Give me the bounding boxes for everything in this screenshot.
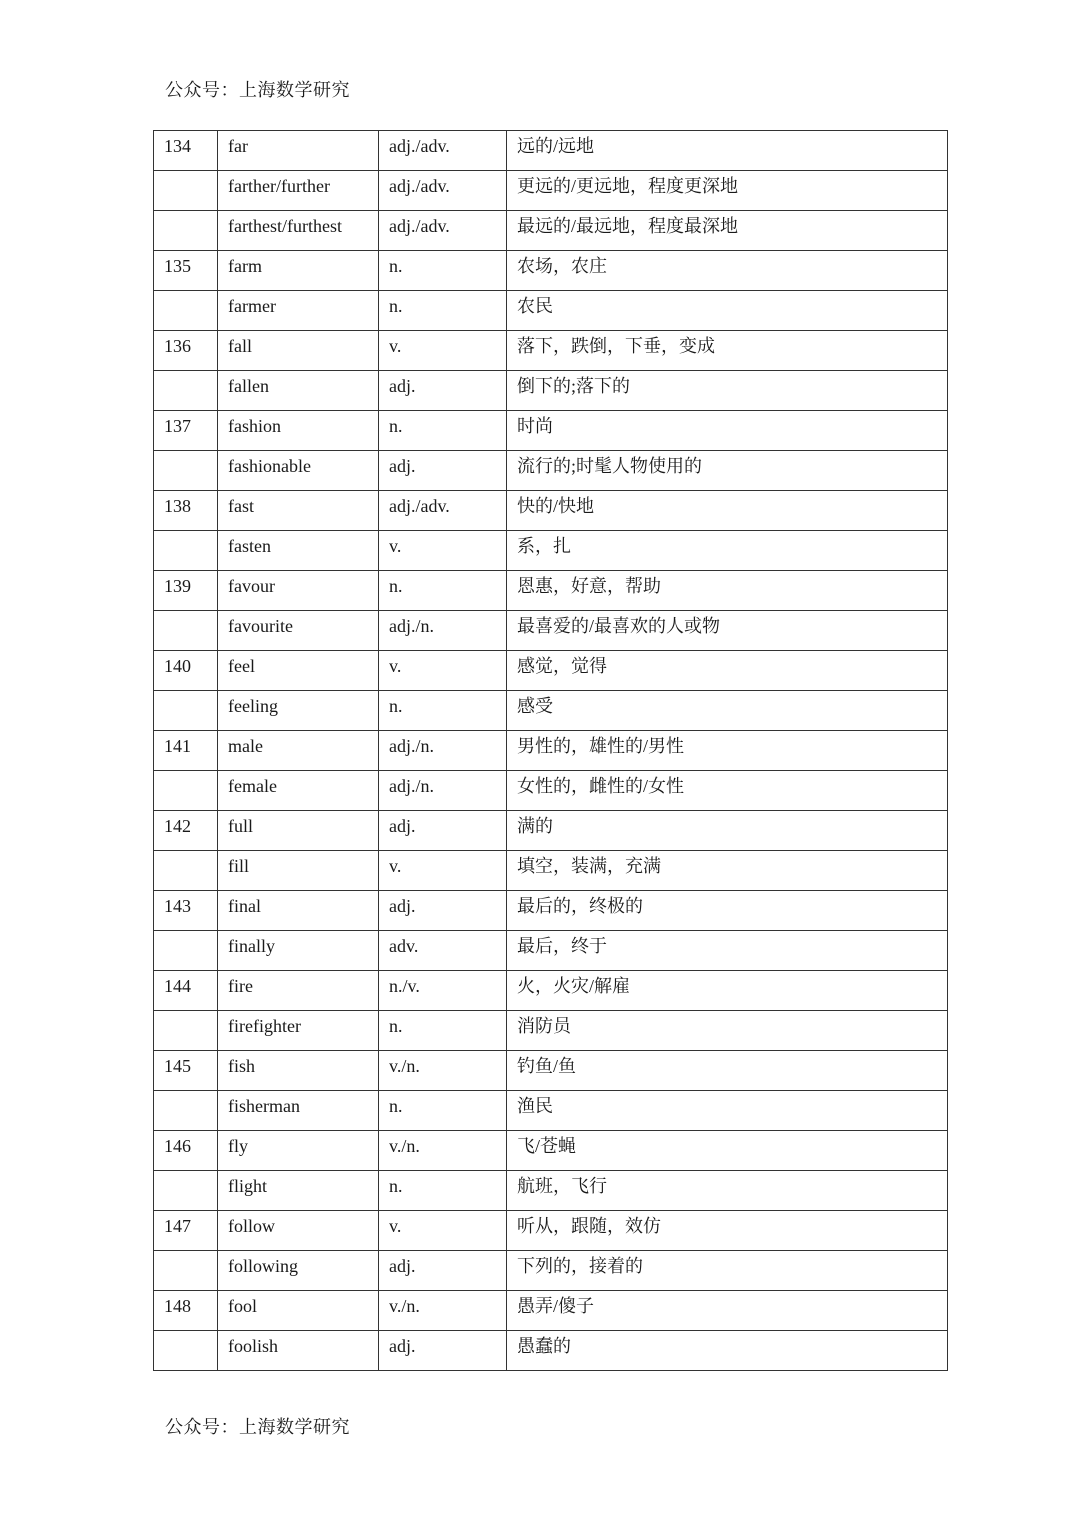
table-row [154, 691, 948, 731]
part-of-speech-cell: adv. [379, 931, 507, 971]
word-cell: feel [218, 651, 379, 691]
page-header: 公众号：上海数学研究 [165, 80, 350, 100]
word-cell: fallen [218, 371, 379, 411]
word-cell: farm [218, 251, 379, 291]
word-cell: farmer [218, 291, 379, 331]
word-cell: fish [218, 1051, 379, 1091]
word-cell: following [218, 1251, 379, 1291]
entry-number-cell: 140 [154, 651, 218, 691]
entry-number-cell: 135 [154, 251, 218, 291]
table-row [154, 331, 948, 371]
part-of-speech-cell: v. [379, 851, 507, 891]
part-of-speech-cell: adj./adv. [379, 171, 507, 211]
meaning-cell: 时尚 [507, 411, 948, 451]
word-cell: favourite [218, 611, 379, 651]
entry-number-cell: 136 [154, 331, 218, 371]
part-of-speech-cell: n. [379, 1171, 507, 1211]
entry-number-cell [154, 171, 218, 211]
word-cell: farther/further [218, 171, 379, 211]
meaning-cell: 系，扎 [507, 531, 948, 571]
entry-number-cell [154, 851, 218, 891]
table-row [154, 971, 948, 1011]
word-cell: fasten [218, 531, 379, 571]
part-of-speech-cell: adj./n. [379, 771, 507, 811]
entry-number-cell [154, 771, 218, 811]
entry-number-cell [154, 931, 218, 971]
meaning-cell: 倒下的;落下的 [507, 371, 948, 411]
part-of-speech-cell: adj. [379, 371, 507, 411]
meaning-cell: 男性的，雄性的/男性 [507, 731, 948, 771]
word-cell: foolish [218, 1331, 379, 1371]
meaning-cell: 下列的，接着的 [507, 1251, 948, 1291]
word-cell: follow [218, 1211, 379, 1251]
table-row [154, 371, 948, 411]
table-row [154, 131, 948, 171]
part-of-speech-cell: n. [379, 411, 507, 451]
meaning-cell: 渔民 [507, 1091, 948, 1131]
word-cell: fool [218, 1291, 379, 1331]
entry-number-cell [154, 451, 218, 491]
part-of-speech-cell: v./n. [379, 1291, 507, 1331]
table-row [154, 1091, 948, 1131]
part-of-speech-cell: n. [379, 291, 507, 331]
part-of-speech-cell: adj./adv. [379, 211, 507, 251]
part-of-speech-cell: adj. [379, 451, 507, 491]
meaning-cell: 农民 [507, 291, 948, 331]
entry-number-cell [154, 1251, 218, 1291]
part-of-speech-cell: v. [379, 1211, 507, 1251]
meaning-cell: 愚蠢的 [507, 1331, 948, 1371]
part-of-speech-cell: adj. [379, 891, 507, 931]
table-row [154, 411, 948, 451]
table-row [154, 611, 948, 651]
word-cell: feeling [218, 691, 379, 731]
vocabulary-table-body [154, 131, 948, 1371]
table-row [154, 891, 948, 931]
word-cell: final [218, 891, 379, 931]
meaning-cell: 恩惠，好意，帮助 [507, 571, 948, 611]
part-of-speech-cell: v./n. [379, 1051, 507, 1091]
table-row [154, 1211, 948, 1251]
entry-number-cell: 148 [154, 1291, 218, 1331]
entry-number-cell: 141 [154, 731, 218, 771]
meaning-cell: 落下，跌倒，下垂，变成 [507, 331, 948, 371]
word-cell: favour [218, 571, 379, 611]
entry-number-cell [154, 211, 218, 251]
part-of-speech-cell: adj. [379, 1251, 507, 1291]
table-row [154, 731, 948, 771]
entry-number-cell: 147 [154, 1211, 218, 1251]
entry-number-cell: 137 [154, 411, 218, 451]
part-of-speech-cell: adj. [379, 1331, 507, 1371]
entry-number-cell: 134 [154, 131, 218, 171]
word-cell: fashionable [218, 451, 379, 491]
part-of-speech-cell: adj. [379, 811, 507, 851]
meaning-cell: 最远的/最远地，程度最深地 [507, 211, 948, 251]
table-row [154, 1331, 948, 1371]
entry-number-cell [154, 1011, 218, 1051]
part-of-speech-cell: adj./n. [379, 611, 507, 651]
table-row [154, 451, 948, 491]
meaning-cell: 更远的/更远地，程度更深地 [507, 171, 948, 211]
entry-number-cell: 142 [154, 811, 218, 851]
meaning-cell: 飞/苍蝇 [507, 1131, 948, 1171]
word-cell: fisherman [218, 1091, 379, 1131]
part-of-speech-cell: n./v. [379, 971, 507, 1011]
entry-number-cell: 145 [154, 1051, 218, 1091]
table-row [154, 1011, 948, 1051]
word-cell: firefighter [218, 1011, 379, 1051]
meaning-cell: 火，火灾/解雇 [507, 971, 948, 1011]
entry-number-cell: 139 [154, 571, 218, 611]
entry-number-cell [154, 291, 218, 331]
word-cell: fill [218, 851, 379, 891]
table-row [154, 291, 948, 331]
part-of-speech-cell: v. [379, 651, 507, 691]
meaning-cell: 填空，装满，充满 [507, 851, 948, 891]
meaning-cell: 最后的，终极的 [507, 891, 948, 931]
entry-number-cell [154, 611, 218, 651]
part-of-speech-cell: v. [379, 531, 507, 571]
table-row [154, 811, 948, 851]
page-footer: 公众号：上海数学研究 [165, 1417, 350, 1437]
entry-number-cell [154, 1331, 218, 1371]
word-cell: finally [218, 931, 379, 971]
meaning-cell: 感受 [507, 691, 948, 731]
word-cell: full [218, 811, 379, 851]
table-row [154, 491, 948, 531]
part-of-speech-cell: n. [379, 251, 507, 291]
entry-number-cell [154, 1091, 218, 1131]
table-row [154, 651, 948, 691]
part-of-speech-cell: adj./adv. [379, 491, 507, 531]
meaning-cell: 快的/快地 [507, 491, 948, 531]
word-cell: female [218, 771, 379, 811]
table-row [154, 1251, 948, 1291]
meaning-cell: 消防员 [507, 1011, 948, 1051]
entry-number-cell: 138 [154, 491, 218, 531]
word-cell: fall [218, 331, 379, 371]
meaning-cell: 远的/远地 [507, 131, 948, 171]
meaning-cell: 满的 [507, 811, 948, 851]
meaning-cell: 感觉，觉得 [507, 651, 948, 691]
part-of-speech-cell: v. [379, 331, 507, 371]
word-cell: male [218, 731, 379, 771]
meaning-cell: 听从，跟随，效仿 [507, 1211, 948, 1251]
part-of-speech-cell: adj./n. [379, 731, 507, 771]
table-row [154, 211, 948, 251]
meaning-cell: 愚弄/傻子 [507, 1291, 948, 1331]
part-of-speech-cell: n. [379, 1091, 507, 1131]
word-cell: fashion [218, 411, 379, 451]
meaning-cell: 最喜爱的/最喜欢的人或物 [507, 611, 948, 651]
entry-number-cell: 146 [154, 1131, 218, 1171]
table-row [154, 171, 948, 211]
table-row [154, 531, 948, 571]
table-row [154, 851, 948, 891]
part-of-speech-cell: adj./adv. [379, 131, 507, 171]
word-cell: fly [218, 1131, 379, 1171]
part-of-speech-cell: n. [379, 571, 507, 611]
table-row [154, 1051, 948, 1091]
word-cell: flight [218, 1171, 379, 1211]
table-row [154, 1291, 948, 1331]
table-row [154, 931, 948, 971]
entry-number-cell: 143 [154, 891, 218, 931]
table-row [154, 1171, 948, 1211]
part-of-speech-cell: n. [379, 691, 507, 731]
entry-number-cell: 144 [154, 971, 218, 1011]
meaning-cell: 农场，农庄 [507, 251, 948, 291]
entry-number-cell [154, 1171, 218, 1211]
meaning-cell: 钓鱼/鱼 [507, 1051, 948, 1091]
meaning-cell: 流行的;时髦人物使用的 [507, 451, 948, 491]
vocabulary-table [153, 130, 948, 1371]
word-cell: fire [218, 971, 379, 1011]
entry-number-cell [154, 691, 218, 731]
word-cell: fast [218, 491, 379, 531]
entry-number-cell [154, 531, 218, 571]
table-row [154, 251, 948, 291]
part-of-speech-cell: v./n. [379, 1131, 507, 1171]
entry-number-cell [154, 371, 218, 411]
meaning-cell: 女性的，雌性的/女性 [507, 771, 948, 811]
meaning-cell: 最后，终于 [507, 931, 948, 971]
table-row [154, 1131, 948, 1171]
meaning-cell: 航班，飞行 [507, 1171, 948, 1211]
table-row [154, 571, 948, 611]
word-cell: far [218, 131, 379, 171]
table-row [154, 771, 948, 811]
part-of-speech-cell: n. [379, 1011, 507, 1051]
word-cell: farthest/furthest [218, 211, 379, 251]
